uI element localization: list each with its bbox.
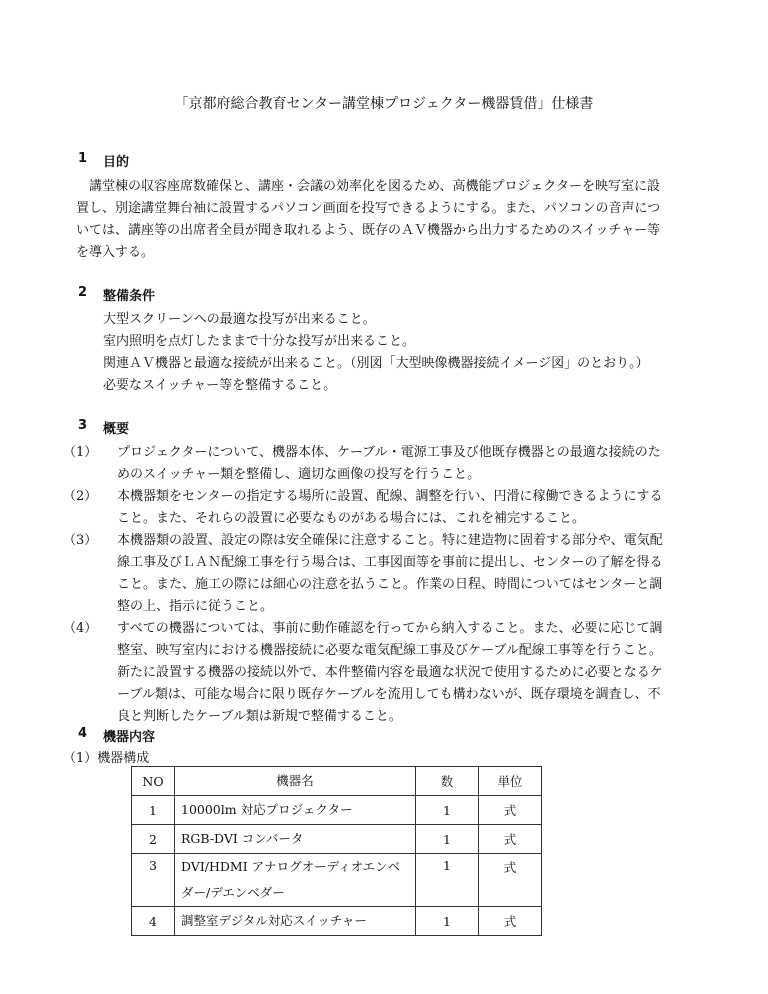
table-row <box>132 907 542 936</box>
section-3-item-line: プロジェクターについて、機器本体、ケーブル・電源工事及び他既存機器との最適な接続のた <box>117 445 661 460</box>
row-no: 4 <box>132 907 175 936</box>
row-unit: 式 <box>479 854 542 907</box>
section-3-item-label: （3） <box>63 533 98 548</box>
section-2-line: 関連ＡＶ機器と最適な接続が出来ること。（別図「大型映像機器接続イメージ図」のとおり。） <box>103 356 649 371</box>
section-3-item-label: （1） <box>63 445 98 460</box>
section-1-line: を導入する。 <box>76 245 155 260</box>
section-4-sublabel: （1）機器構成 <box>63 751 150 766</box>
section-4-heading: 機器内容 <box>103 730 156 745</box>
row-qty: 1 <box>416 854 479 907</box>
row-no: 2 <box>132 825 175 854</box>
section-3-heading: 概要 <box>103 422 130 437</box>
table-row <box>132 796 542 825</box>
section-3-item-line: 整の上、指示に従うこと。 <box>117 599 274 614</box>
document-title: 「京都府総合教育センター講堂棟プロジェクター機器賃借」仕様書 <box>174 96 594 112</box>
section-3-item-line: こと。また、施工の際には細心の注意を払うこと。作業の日程、時間についてはセンターと調 <box>117 577 663 592</box>
section-3-item-label: （2） <box>63 489 98 504</box>
equipment-table <box>131 766 542 936</box>
row-name: 10000lm 対応プロジェクター <box>175 796 416 825</box>
table-row <box>132 854 542 907</box>
section-2-line: 必要なスイッチャー等を整備すること。 <box>103 378 337 393</box>
row-qty: 1 <box>416 907 479 936</box>
row-qty: 1 <box>416 825 479 854</box>
section-3-item-line: 本機器類の設置、設定の際は安全確保に注意すること。特に建造物に固着する部分や、電気配 <box>117 533 663 548</box>
row-qty: 1 <box>416 796 479 825</box>
section-3-item-line: ーブル類は、可能な場合に限り既存ケーブルを流用しても構わないが、既存環境を調査し、不 <box>117 687 661 702</box>
section-3-item-line: 整室、映写室内における機器接続に必要な電気配線工事及びケーブル配線工事等を行うこと。 <box>117 643 662 658</box>
header-qty: 数 <box>416 767 479 796</box>
row-unit: 式 <box>479 825 542 854</box>
section-2-line: 室内照明を点灯したままで十分な投写が出来ること。 <box>103 334 416 349</box>
section-3-item-line: 線工事及びＬＡＮ配線工事を行う場合は、工事図面等を事前に提出し、センターの了解を得る <box>117 555 663 570</box>
row-no: 3 <box>132 854 175 907</box>
section-3-number: 3 <box>78 418 88 433</box>
section-3-item-line: 良と判断したケーブル類は新規で整備すること。 <box>117 709 402 724</box>
section-3-item-line: めのスイッチャー類を整備し、適切な画像の投写を行うこと。 <box>117 467 481 482</box>
section-2-number: 2 <box>78 285 88 300</box>
table-row <box>132 825 542 854</box>
table-header-row <box>132 767 542 796</box>
row-no: 1 <box>132 796 175 825</box>
row-unit: 式 <box>479 796 542 825</box>
section-3-item-label: （4） <box>63 621 98 636</box>
header-no: NO <box>132 767 175 796</box>
section-1-line: 置し、別途講堂舞台袖に設置するパソコン画面を投写できるようにする。また、パソコンの音声につ <box>76 201 661 216</box>
section-1-line: 講堂棟の収容座席数確保と、講座・会議の効率化を図るため、高機能プロジェクターを映写室に設 <box>89 179 660 194</box>
row-name: RGB-DVI コンバータ <box>175 825 416 854</box>
header-name: 機器名 <box>175 767 416 796</box>
section-1-number: 1 <box>78 151 88 166</box>
section-1-heading: 目的 <box>103 155 130 170</box>
row-unit: 式 <box>479 907 542 936</box>
section-3-item-line: 本機器類をセンターの指定する場所に設置、配線、調整を行い、円滑に稼働できるようにする <box>117 489 663 504</box>
section-2-line: 大型スクリーンへの最適な投写が出来ること。 <box>103 312 376 327</box>
section-3-item-line: こと。また、それらの設置に必要なものがある場合には、これを補完すること。 <box>117 511 586 526</box>
header-unit: 単位 <box>479 767 542 796</box>
row-name: DVI/HDMI アナログオーディオエンベダー/デエンベダー <box>175 854 416 907</box>
row-name: 調整室デジタル対応スイッチャー <box>175 907 416 936</box>
section-3-item-line: すべての機器については、事前に動作確認を行ってから納入すること。また、必要に応じて調 <box>117 621 663 636</box>
section-1-line: いては、講座等の出席者全員が聞き取れるよう、既存のＡＶ機器から出力するためのスイッチャー等 <box>76 223 661 238</box>
section-4-number: 4 <box>78 726 88 741</box>
section-3-item-line: 新たに設置する機器の接続以外で、本件整備内容を最適な状況で使用するために必要となるケ <box>117 665 663 680</box>
section-2-heading: 整備条件 <box>103 289 156 304</box>
